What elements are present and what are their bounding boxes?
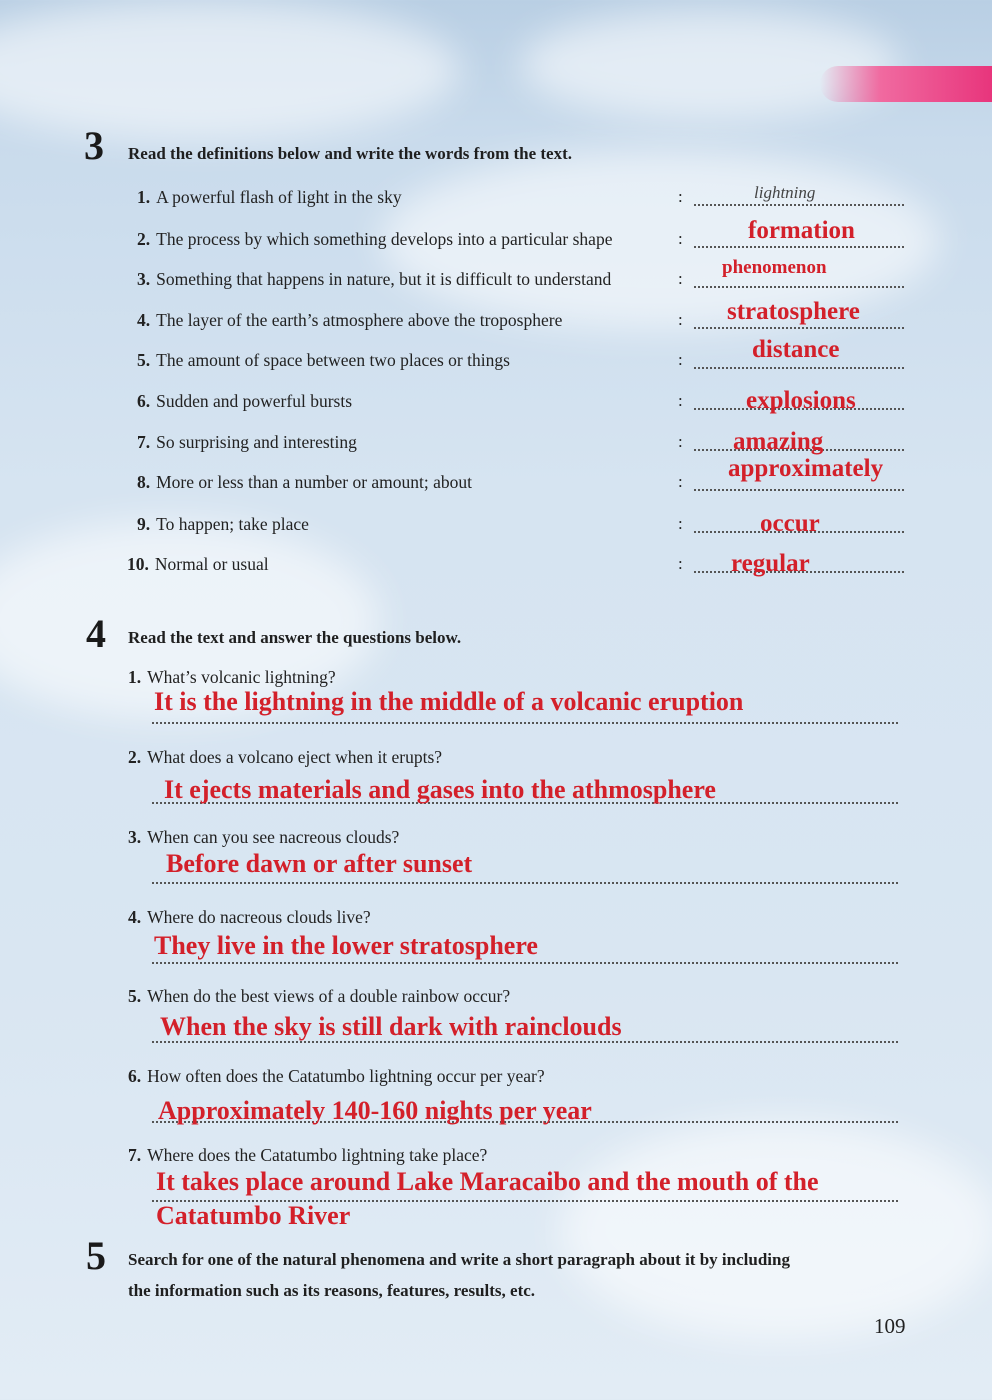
question-number: 5. xyxy=(128,986,142,1006)
answer-line xyxy=(694,286,904,288)
answer-line xyxy=(694,327,904,329)
cloud-decoration xyxy=(0,0,460,140)
question-number: 3. xyxy=(128,827,142,847)
answer-line xyxy=(152,962,898,964)
question-number: 6. xyxy=(128,1066,142,1086)
item-number: 4. xyxy=(137,310,151,330)
definition-item xyxy=(137,269,611,290)
definition-item xyxy=(137,187,402,208)
answer-text: It ejects materials and gases into the athmosphere xyxy=(164,775,716,804)
section-instruction-line-2: the information such as its reasons, features, results, etc. xyxy=(128,1281,536,1300)
section-number: 4 xyxy=(86,611,106,656)
question-text: Where do nacreous clouds live? xyxy=(147,907,371,927)
colon-separator: : xyxy=(678,350,683,369)
definition-text: So surprising and interesting xyxy=(156,432,357,452)
answer-line xyxy=(694,204,904,206)
question-text: When do the best views of a double rainbow occur? xyxy=(147,986,511,1006)
answer-text: occur xyxy=(760,510,820,537)
answer-text: lightning xyxy=(754,183,816,202)
question-text: How often does the Catatumbo lightning occur per year? xyxy=(147,1066,545,1086)
definition-text: Something that happens in nature, but it is difficult to understand xyxy=(156,269,612,289)
question-item xyxy=(128,907,371,928)
answer-text: formation xyxy=(748,217,855,244)
colon-separator: : xyxy=(678,187,683,206)
definition-item xyxy=(137,310,562,331)
cloud-decoration xyxy=(520,10,900,120)
definition-text: Sudden and powerful bursts xyxy=(156,391,353,411)
definition-item xyxy=(127,554,269,575)
definition-item xyxy=(137,350,510,371)
answer-text: It is the lightning in the middle of a volcanic eruption xyxy=(154,687,744,716)
item-number: 5. xyxy=(137,350,151,370)
colon-separator: : xyxy=(678,554,683,573)
question-number: 4. xyxy=(128,907,142,927)
answer-text-line-2: Catatumbo River xyxy=(156,1201,351,1230)
section-instruction: Read the definitions below and write the words from the text. xyxy=(128,144,573,163)
answer-text: explosions xyxy=(746,387,856,414)
colon-separator: : xyxy=(678,514,683,533)
question-text: What does a volcano eject when it erupts? xyxy=(147,747,443,767)
question-text: When can you see nacreous clouds? xyxy=(147,827,400,847)
answer-text: They live in the lower stratosphere xyxy=(154,931,538,960)
definition-text: The amount of space between two places or things xyxy=(156,350,510,370)
item-number: 7. xyxy=(137,432,151,452)
answer-text: Before dawn or after sunset xyxy=(166,849,473,878)
question-text: What’s volcanic lightning? xyxy=(147,667,336,687)
answer-text: distance xyxy=(752,336,840,363)
section-number: 3 xyxy=(84,123,104,168)
section-instruction: Read the text and answer the questions below. xyxy=(128,628,462,647)
answer-line xyxy=(694,246,904,248)
definition-text: The layer of the earth’s atmosphere above the troposphere xyxy=(156,310,563,330)
item-number: 3. xyxy=(137,269,151,289)
colon-separator: : xyxy=(678,310,683,329)
answer-text: amazing xyxy=(733,428,824,455)
answer-line xyxy=(694,489,904,491)
definition-item xyxy=(137,432,357,453)
item-number: 10. xyxy=(127,554,149,574)
question-item xyxy=(128,667,336,688)
definition-item xyxy=(137,391,352,412)
answer-text: stratosphere xyxy=(727,298,860,325)
answer-text: approximately xyxy=(728,455,884,482)
colon-separator: : xyxy=(678,269,683,288)
definition-text: Normal or usual xyxy=(154,554,269,574)
answer-text: When the sky is still dark with rainclouds xyxy=(160,1012,622,1041)
answer-text: regular xyxy=(731,550,810,577)
definition-text: To happen; take place xyxy=(156,514,309,534)
section-number: 5 xyxy=(86,1233,106,1278)
definition-item xyxy=(137,514,309,535)
question-number: 2. xyxy=(128,747,142,767)
colon-separator: : xyxy=(678,391,683,410)
question-item xyxy=(128,747,442,768)
answer-line xyxy=(152,722,898,724)
item-number: 6. xyxy=(137,391,151,411)
item-number: 1. xyxy=(137,187,151,207)
definition-item xyxy=(137,229,612,250)
question-item xyxy=(128,827,399,848)
colon-separator: : xyxy=(678,432,683,451)
answer-text: It takes place around Lake Maracaibo and the mouth of the xyxy=(156,1167,819,1196)
item-number: 8. xyxy=(137,472,151,492)
question-number: 7. xyxy=(128,1145,142,1165)
item-number: 2. xyxy=(137,229,151,249)
answer-text: phenomenon xyxy=(722,257,827,278)
header-accent-bar xyxy=(820,66,992,102)
colon-separator: : xyxy=(678,229,683,248)
question-item xyxy=(128,1066,545,1087)
definition-text: A powerful flash of light in the sky xyxy=(156,187,402,207)
answer-line xyxy=(694,367,904,369)
question-item xyxy=(128,1145,487,1166)
question-number: 1. xyxy=(128,667,142,687)
colon-separator: : xyxy=(678,472,683,491)
page-number: 109 xyxy=(874,1314,906,1338)
definition-item xyxy=(137,472,472,493)
question-text: Where does the Catatumbo lightning take place? xyxy=(147,1145,488,1165)
item-number: 9. xyxy=(137,514,151,534)
section-instruction-line-1: Search for one of the natural phenomena and write a short paragraph about it by including xyxy=(128,1250,790,1269)
definition-text: More or less than a number or amount; about xyxy=(156,472,473,492)
answer-line xyxy=(152,882,898,884)
cloud-decoration xyxy=(560,1120,992,1340)
answer-text: Approximately 140-160 nights per year xyxy=(158,1096,592,1125)
definition-text: The process by which something develops into a particular shape xyxy=(156,229,613,249)
question-item xyxy=(128,986,510,1007)
